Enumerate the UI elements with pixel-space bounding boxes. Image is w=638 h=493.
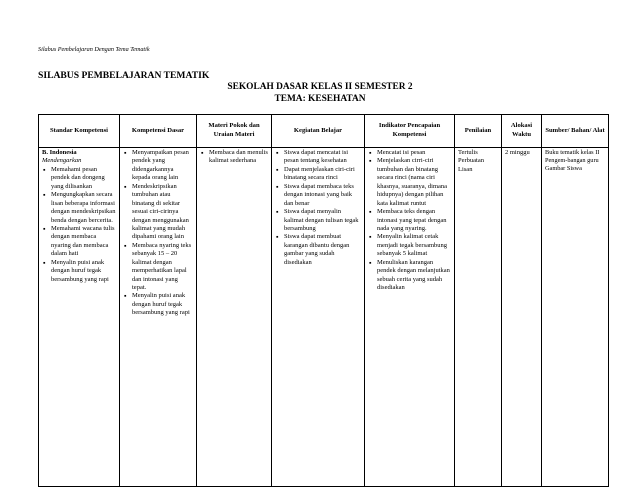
list-item: ▪ Membaca nyaring teks sebanyak 15 – 20 kalimat dengan memperhatikan lapal dan intonasi yang tepat.: [132, 242, 193, 293]
list-item: ▪ Mengungkapkan secara lisan beberapa informasi dengan mendeskripsikan benda dengan bercerita.: [51, 191, 116, 225]
cell-standar-kompetensi: [39, 148, 120, 487]
list-item: ▪ Menyampaikan pesan pendek yang didengarkannya kepada orang lain: [132, 149, 193, 183]
list-item: ▪ Siswa dapat membaca teks dengan intonasi yang baik dan benar: [284, 183, 361, 208]
list-item: ▪ Siswa dapat mencatat isi pesan tentang kesehatan: [284, 149, 361, 166]
materi-list: [200, 149, 268, 166]
indikator-list: [368, 149, 451, 292]
cell-alokasi-waktu: 2 minggu: [502, 148, 542, 487]
list-item: ▪ Menyalin puisi anak dengan huruf tegak bersambung yang rapi: [51, 259, 116, 284]
column-header: Kompetensi Dasar: [120, 115, 197, 148]
list-item: ▪ Mencatat isi pesan: [377, 149, 451, 157]
cell-penilaian: Tertulis Perbuatan Lisan: [455, 148, 502, 487]
cell-kompetensi-dasar: [120, 148, 197, 487]
list-item: ▪ Menyalin puisi anak dengan huruf tegak bersambung yang rapi: [132, 292, 193, 317]
document-subtitle-school: SEKOLAH DASAR KELAS II SEMESTER 2: [227, 82, 413, 92]
list-item: ▪ Memahami wacana tulis dengan membaca nyaring dan membaca dalam hati: [51, 225, 116, 259]
list-item: ▪ Memahami pesan pendek dan dongeng yang dilisankan: [51, 166, 116, 191]
document-title: SILABUS PEMBELAJARAN TEMATIK: [38, 70, 210, 81]
syllabus-table: [38, 114, 609, 487]
cell-sumber: Buku tematik kelas II Pengem-bangan guru Gambar Siswa: [542, 148, 609, 487]
list-item: ▪ Menuliskan karangan pendek dengan melanjutkan sebuah cerita yang sudah disediakan: [377, 259, 451, 293]
list-item: ▪ Siswa dapat membuat karangan dibantu dengan gambar yang sudah disediakan: [284, 233, 361, 267]
list-item: ▪ Membaca teks dengan intonasi yang tepat dengan nada yang nyaring.: [377, 208, 451, 233]
subject-label: B. Indonesia: [42, 149, 77, 156]
list-item: ▪ Dapat menjelaskan ciri-ciri binatang secara rinci: [284, 166, 361, 183]
cell-materi-pokok: [197, 148, 272, 487]
list-item: ▪ Siswa dapat menyalin kalimat dengan tulisan tegak bersambung: [284, 208, 361, 233]
kompetensi-list: [123, 149, 193, 318]
cell-indikator: [365, 148, 455, 487]
table-row: [39, 148, 609, 487]
document-subtitle-theme: TEMA: KESEHATAN: [274, 94, 366, 104]
column-header: Alokasi Waktu: [502, 115, 542, 148]
list-item: ▪ Menyalin kalimat cetak menjadi tegak bersambung sebanyak 5 kalimat: [377, 233, 451, 258]
header-note: Silabus Pembelajaran Dengan Tema Tematik: [38, 46, 150, 53]
table-header-row: [39, 115, 609, 148]
list-item: ▪ Membaca dan menulis kalimat sederhana: [209, 149, 268, 166]
column-header: Penilaian: [455, 115, 502, 148]
column-header: Indikator Pencapaian Kompetensi: [365, 115, 455, 148]
column-header: Standar Kompetensi: [39, 115, 120, 148]
column-header: Materi Pokok dan Uraian Materi: [197, 115, 272, 148]
standar-list: [42, 166, 116, 284]
cell-kegiatan-belajar: [272, 148, 365, 487]
column-header: Sumber/ Bahan/ Alat: [542, 115, 609, 148]
list-item: ▪ Menjelaskan cirri-ciri tumbuhan dan binatang secara rinci (nama ciri khasnya, suaranya, dimana hidupnya) dengan pilihan kata kalimat runtut: [377, 157, 451, 208]
column-header: Kegiatan Belajar: [272, 115, 365, 148]
kegiatan-list: [275, 149, 361, 267]
aspect-label: Mendengarkan: [42, 157, 82, 165]
list-item: ▪ Mendeskripsikan tumbuhan atau binatang di sekitar sesuai ciri-cirinya dengan menggunakan kalimat yang mudah dipahami orang lain: [132, 183, 193, 242]
